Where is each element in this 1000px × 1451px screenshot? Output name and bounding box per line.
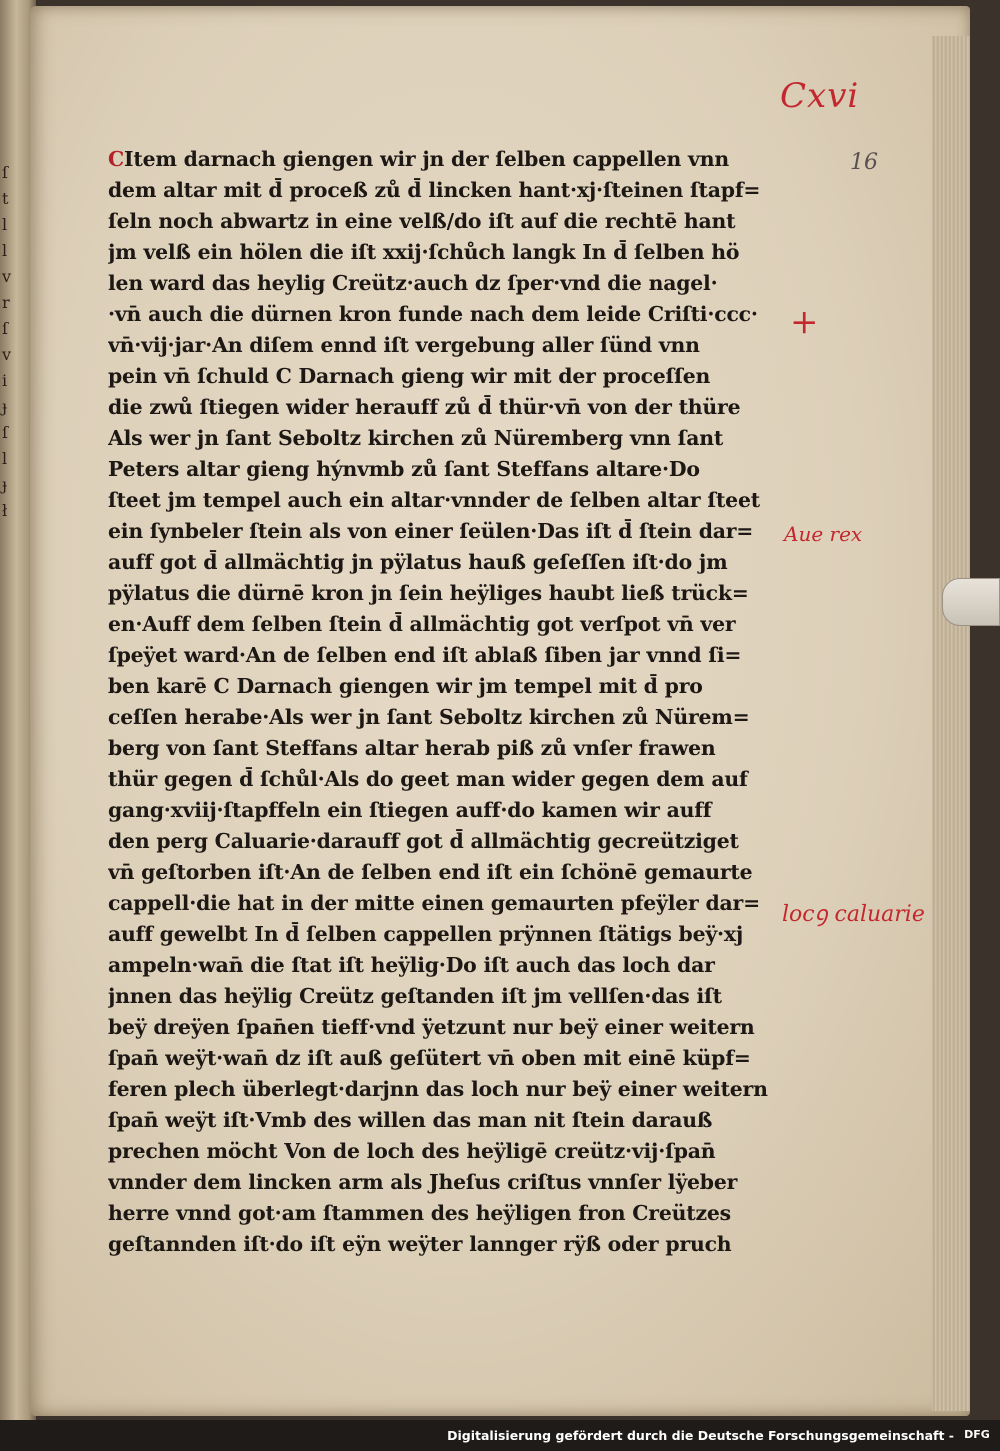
line-text: die zwů ſtiegen wider herauff zů d̄ thür·vn̄ von der thüre bbox=[108, 395, 741, 419]
text-line bbox=[108, 826, 768, 857]
line-text: beÿ dreÿen ſpan̄en tieff·vnd ÿetzunt nur beÿ einer weitern bbox=[108, 1015, 755, 1039]
line-text: berg von ſant Steffans altar herab piß zů vnſer frawen bbox=[108, 736, 716, 760]
text-line bbox=[108, 516, 768, 547]
line-text: ſpan̄ weÿt·wan̄ dz iſt auß geſütert vn̄ oben mit einē küpf= bbox=[108, 1046, 751, 1070]
line-text: gang·xviij·ſtapffeln ein ſtiegen auff·do kamen wir auff bbox=[108, 798, 712, 822]
line-text: vnnder dem lincken arm als Jheſus criſtus vnnſer lÿeber bbox=[108, 1170, 738, 1194]
line-text: prechen möcht Von de loch des heÿligē creütz·vij·ſpan̄ bbox=[108, 1139, 716, 1163]
line-text: herre vnnd got·am ſtammen des heÿligen fron Creützes bbox=[108, 1201, 731, 1225]
text-line bbox=[108, 919, 768, 950]
pencil-page-number: 16 bbox=[850, 150, 878, 175]
rubric-mark: C bbox=[108, 147, 125, 171]
line-text: ceſſen herabe·Als wer jn ſant Seboltz kirchen zů Nürem= bbox=[108, 705, 750, 729]
text-line bbox=[108, 795, 768, 826]
line-text: den perg Caluarie·darauff got d̄ allmächtig gecreütziget bbox=[108, 829, 739, 853]
text-line bbox=[108, 392, 768, 423]
line-text: jnnen das heÿlig Creütz geſtanden iſt jm vellſen·das iſt bbox=[108, 984, 722, 1008]
text-line bbox=[108, 609, 768, 640]
text-line bbox=[108, 1074, 768, 1105]
line-text: ben karē C Darnach giengen wir jm tempel mit d̄ pro bbox=[108, 674, 703, 698]
line-text: ſteet jm tempel auch ein altar·vnnder de ſelben altar ſteet bbox=[108, 488, 760, 512]
line-text: ſpan̄ weÿt iſt·Vmb des willen das man nit ſtein darauß bbox=[108, 1108, 713, 1132]
line-text: jm velß ein hölen die iſt xxij·ſchůch langk In d̄ ſelben hö bbox=[108, 240, 740, 264]
line-text: geſtannden iſt·do iſt eÿn weÿter lannger rÿß oder pruch bbox=[108, 1232, 732, 1256]
line-text: Als wer jn ſant Seboltz kirchen zů Nüremberg vnn ſant bbox=[108, 426, 724, 450]
text-line bbox=[108, 1105, 768, 1136]
line-text: vn̄·vij·jar·An diſem ennd iſt vergebung aller ſünd vnn bbox=[108, 333, 700, 357]
text-line bbox=[108, 268, 768, 299]
text-line bbox=[108, 640, 768, 671]
line-text: len ward das heylig Creütz·auch dz ſper·vnd die nagel· bbox=[108, 271, 718, 295]
text-line bbox=[108, 206, 768, 237]
line-text: ſeln noch abwartz in eine velß/do iſt auf die rechtē hant bbox=[108, 209, 736, 233]
text-line bbox=[108, 578, 768, 609]
line-text: vn̄ geſtorben iſt·An de ſelben end iſt ein ſchönē gemaurte bbox=[108, 860, 753, 884]
book-clasp bbox=[942, 578, 1000, 626]
margin-note-aue-rex: Aue rex bbox=[784, 522, 863, 546]
text-line bbox=[108, 175, 768, 206]
text-line bbox=[108, 1012, 768, 1043]
text-line bbox=[108, 299, 768, 330]
text-line bbox=[108, 237, 768, 268]
dfg-logo: DFG bbox=[964, 1428, 990, 1441]
text-line bbox=[108, 950, 768, 981]
main-text-block bbox=[108, 144, 768, 1260]
text-line bbox=[108, 485, 768, 516]
text-line bbox=[108, 1167, 768, 1198]
text-line bbox=[108, 1198, 768, 1229]
line-text: auff gewelbt In d̄ ſelben cappellen prÿnnen ſtätigs beÿ·xj bbox=[108, 922, 744, 946]
line-text: ·vn̄ auch die dürnen kron funde nach dem leide Criſti·ccc· bbox=[108, 302, 758, 326]
text-line bbox=[108, 888, 768, 919]
text-line bbox=[108, 547, 768, 578]
line-text: thür gegen d̄ ſchůl·Als do geet man wider gegen dem auf bbox=[108, 767, 748, 791]
text-line bbox=[108, 1136, 768, 1167]
text-line bbox=[108, 981, 768, 1012]
text-line bbox=[108, 330, 768, 361]
text-line bbox=[108, 702, 768, 733]
text-line bbox=[108, 1043, 768, 1074]
line-text: feren plech überlegt·darjnn das loch nur beÿ einer weitern bbox=[108, 1077, 768, 1101]
text-line bbox=[108, 423, 768, 454]
footer-bar bbox=[0, 1420, 1000, 1451]
line-text: pein vn̄ ſchuld C Darnach gieng wir mit der proceſſen bbox=[108, 364, 711, 388]
folio-number: Cxvi bbox=[780, 76, 860, 116]
line-text: ſpeÿet ward·An de ſelben end iſt ablaß ſiben jar vnnd ſi= bbox=[108, 643, 742, 667]
text-line bbox=[108, 671, 768, 702]
text-line bbox=[108, 144, 768, 175]
line-text: cappell·die hat in der mitte einen gemaurten pfeÿler dar= bbox=[108, 891, 760, 915]
text-line bbox=[108, 361, 768, 392]
line-text: ein ſynbeler ſtein als von einer ſeülen·Das iſt d̄ ſtein dar= bbox=[108, 519, 754, 543]
line-text: Item darnach giengen wir jn der ſelben cappellen vnn bbox=[124, 147, 729, 171]
text-line bbox=[108, 857, 768, 888]
line-text: auff got d̄ allmächtig jn pÿlatus hauß geſeſſen iſt·do jm bbox=[108, 550, 728, 574]
line-text: ampeln·wan̄ die ſtat iſt heÿlig·Do iſt auch das loch dar bbox=[108, 953, 715, 977]
left-page-fragment: ſ t l l v r ſ v i ɟ ſ l ɟ ł bbox=[2, 163, 13, 520]
text-line bbox=[108, 1229, 768, 1260]
line-text: Peters altar gieng hýnvmb zů ſant Steffans altare·Do bbox=[108, 457, 700, 481]
line-text: dem altar mit d̄ proceß zů d̄ lincken hant·xj·ſteinen ſtapf= bbox=[108, 178, 761, 202]
text-line bbox=[108, 733, 768, 764]
text-line bbox=[108, 764, 768, 795]
page-edges bbox=[932, 36, 970, 1411]
margin-note-locus-caluarie: locꝯ caluarie bbox=[782, 902, 925, 927]
line-text: en·Auff dem ſelben ſtein d̄ allmächtig got verſpot vn̄ ver bbox=[108, 612, 736, 636]
margin-cross: + bbox=[790, 302, 819, 342]
line-text: pÿlatus die dürnē kron jn ſein heÿliges haubt ließ trück= bbox=[108, 581, 749, 605]
text-line bbox=[108, 454, 768, 485]
footer-credit: Digitalisierung gefördert durch die Deutsche Forschungsgemeinschaft - bbox=[447, 1428, 954, 1443]
